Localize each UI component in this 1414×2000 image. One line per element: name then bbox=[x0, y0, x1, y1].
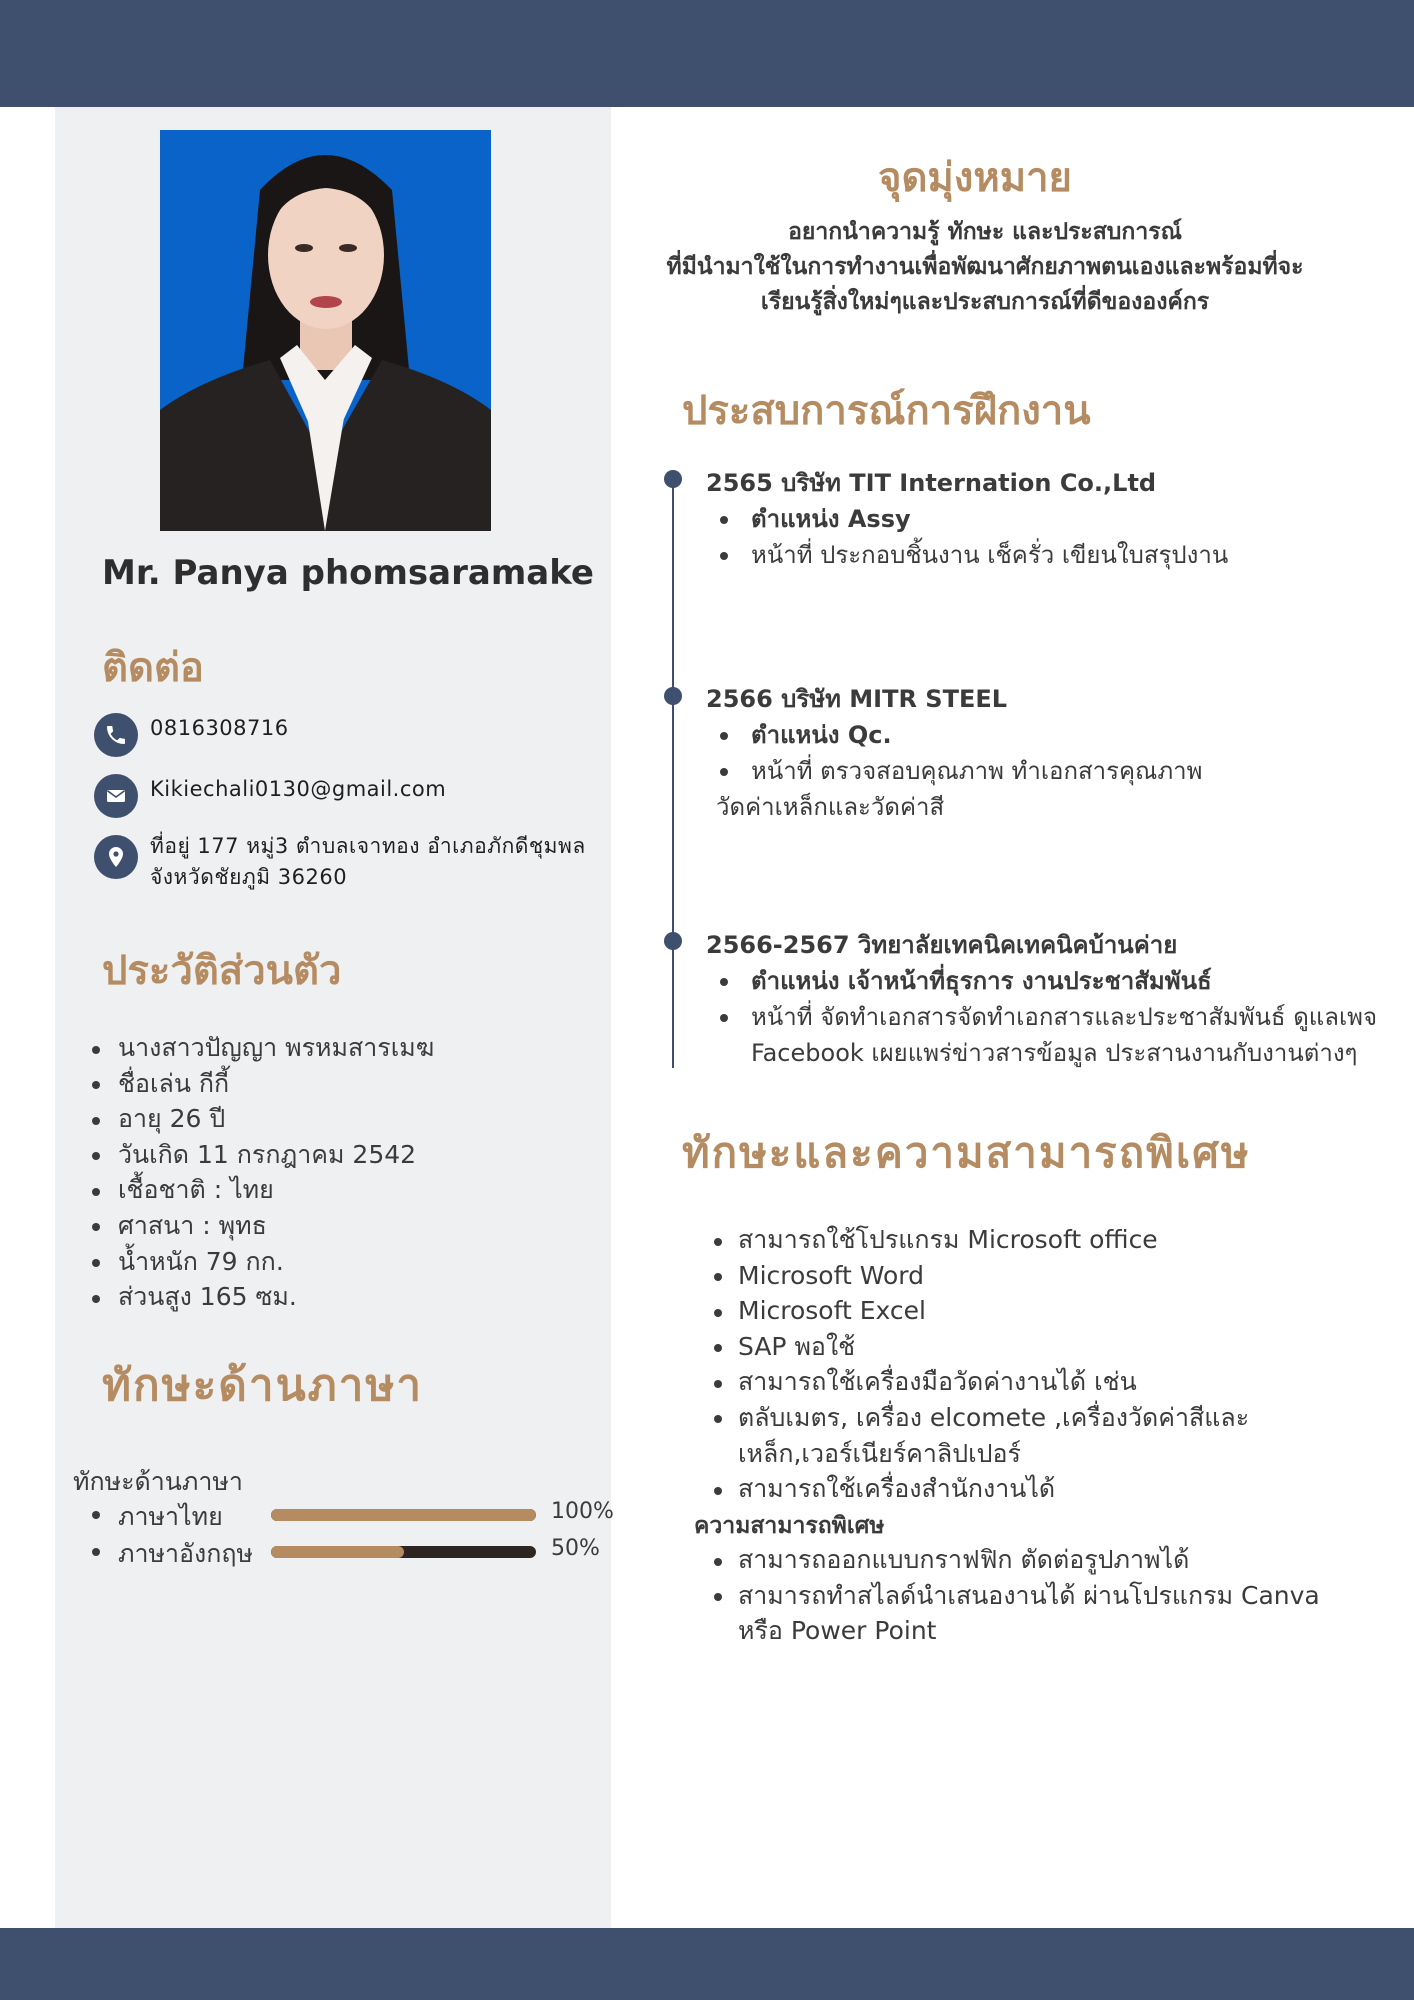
special-skills-heading: ความสามารถพิเศษ bbox=[694, 1513, 885, 1539]
language-level-bar bbox=[271, 1546, 536, 1558]
list-item: อายุ 26 ปี bbox=[88, 1101, 434, 1137]
experience-duty: หน้าที่ ประกอบชิ้นงาน เช็ครั่ว เขียนใบสรุปงาน bbox=[706, 537, 1396, 573]
contact-heading: ติดต่อ bbox=[102, 645, 204, 691]
list-item: เชื้อชาติ : ไทย bbox=[88, 1172, 434, 1208]
personal-info-heading: ประวัติส่วนตัว bbox=[102, 948, 342, 994]
list-item: วันเกิด 11 กรกฎาคม 2542 bbox=[88, 1137, 434, 1173]
timeline-dot bbox=[664, 470, 682, 488]
list-item: Microsoft Word bbox=[710, 1258, 1350, 1294]
header-bar bbox=[0, 0, 1414, 107]
personal-info-list bbox=[88, 1030, 434, 1315]
objective-line-1: อยากนำความรู้ ทักษะ และประสบการณ์ bbox=[788, 219, 1182, 245]
objective-line-2: ที่มีนำมาใช้ในการทำงานเพื่อพัฒนาศักยภาพตนเองและพร้อมที่จะ bbox=[666, 254, 1304, 280]
profile-photo bbox=[160, 130, 491, 531]
objective-heading: จุดมุ่งหมาย bbox=[878, 155, 1072, 201]
experience-duty: หน้าที่ จัดทำเอกสารจัดทำเอกสารและประชาสัมพันธ์ ดูแลเพจ Facebook เผยแพร่ข่าวสารข้อมูล ประสานงานกับงานต่างๆ bbox=[706, 999, 1396, 1071]
experience-position: ตำแหน่ง Assy bbox=[706, 501, 1396, 537]
contact-email-row bbox=[94, 774, 446, 818]
list-item: สามารถทำสไลด์นำเสนองานได้ ผ่านโปรแกรม Canva หรือ Power Point bbox=[710, 1578, 1350, 1649]
list-item: สามารถใช้เครื่องสำนักงานได้ bbox=[710, 1471, 1350, 1507]
list-item: ส่วนสูง 165 ซม. bbox=[88, 1279, 434, 1315]
phone-icon bbox=[94, 713, 138, 757]
email-address[interactable]: Kikiechali0130@gmail.com bbox=[150, 777, 447, 801]
footer-bar bbox=[0, 1928, 1414, 2000]
experience-title: 2565 บริษัท TIT Internation Co.,Ltd bbox=[706, 469, 1157, 497]
language-level-label: 50% bbox=[551, 1536, 600, 1561]
list-item: น้ำหนัก 79 กก. bbox=[88, 1244, 434, 1280]
language-row-thai bbox=[88, 1497, 628, 1533]
language-name: ภาษาไทย bbox=[118, 1502, 223, 1531]
experience-position: ตำแหน่ง เจ้าหน้าที่ธุรการ งานประชาสัมพันธ์ bbox=[706, 963, 1396, 999]
list-item: สามารถใช้โปรแกรม Microsoft office bbox=[710, 1222, 1350, 1258]
special-skills-list bbox=[710, 1542, 1350, 1649]
address-line-1: ที่อยู่ 177 หมู่3 ตำบลเจาทอง อำเภอภักดีชุมพล bbox=[150, 834, 586, 858]
language-subtitle: ทักษะด้านภาษา bbox=[73, 1467, 243, 1496]
bullet bbox=[92, 1511, 100, 1519]
bullet bbox=[92, 1548, 100, 1556]
language-level-bar bbox=[271, 1509, 536, 1521]
experience-title: 2566-2567 วิทยาลัยเทคนิคเทคนิคบ้านค่าย bbox=[706, 931, 1178, 959]
objective-line-3: เรียนรู้สิ่งใหม่ๆและประสบการณ์ที่ดีขององค์กร bbox=[760, 289, 1210, 315]
skills-list bbox=[710, 1222, 1350, 1507]
experience-position: ตำแหน่ง Qc. bbox=[706, 717, 1396, 753]
timeline-line bbox=[672, 478, 674, 1068]
objective-text bbox=[615, 215, 1355, 320]
language-name: ภาษาอังกฤษ bbox=[118, 1539, 254, 1568]
address bbox=[150, 831, 586, 893]
experience-duty: หน้าที่ ตรวจสอบคุณภาพ ทำเอกสารคุณภาพ bbox=[706, 753, 1396, 789]
mail-icon bbox=[94, 774, 138, 818]
address-line-2: จังหวัดชัยภูมิ 36260 bbox=[150, 865, 348, 889]
language-heading: ทักษะด้านภาษา bbox=[102, 1360, 424, 1411]
experience-title: 2566 บริษัท MITR STEEL bbox=[706, 685, 1008, 713]
list-item: นางสาวปัญญา พรหมสารเมฆ bbox=[88, 1030, 434, 1066]
list-item: ตลับเมตร, เครื่อง elcomete ,เครื่องวัดค่าสีและเหล็ก,เวอร์เนียร์คาลิปเปอร์ bbox=[710, 1400, 1350, 1471]
language-level-fill bbox=[271, 1509, 536, 1521]
contact-address-row bbox=[94, 835, 586, 893]
skills-heading: ทักษะและความสามารถพิเศษ bbox=[682, 1128, 1251, 1177]
list-item: ศาสนา : พุทธ bbox=[88, 1208, 434, 1244]
experience-item bbox=[706, 927, 1396, 1071]
list-item: SAP พอใช้ bbox=[710, 1329, 1350, 1365]
language-level-fill bbox=[271, 1546, 404, 1558]
experience-item bbox=[706, 465, 1396, 573]
list-item: สามารถออกแบบกราฟฟิก ตัดต่อรูปภาพได้ bbox=[710, 1542, 1350, 1578]
timeline-dot bbox=[664, 932, 682, 950]
phone-number[interactable]: 0816308716 bbox=[150, 716, 289, 740]
timeline-dot bbox=[664, 687, 682, 705]
candidate-name: Mr. Panya phomsaramake bbox=[102, 553, 594, 593]
language-row-english bbox=[88, 1534, 628, 1570]
location-pin-icon bbox=[94, 835, 138, 879]
experience-duty-continued: วัดค่าเหล็กและวัดค่าสี bbox=[716, 793, 945, 821]
experience-item bbox=[706, 681, 1396, 825]
experience-heading: ประสบการณ์การฝึกงาน bbox=[682, 388, 1091, 434]
contact-phone-row bbox=[94, 713, 289, 757]
language-level-label: 100% bbox=[551, 1499, 614, 1524]
list-item: ชื่อเล่น กีกี้ bbox=[88, 1066, 434, 1102]
list-item: Microsoft Excel bbox=[710, 1293, 1350, 1329]
list-item: สามารถใช้เครื่องมือวัดค่างานได้ เช่น bbox=[710, 1364, 1350, 1400]
